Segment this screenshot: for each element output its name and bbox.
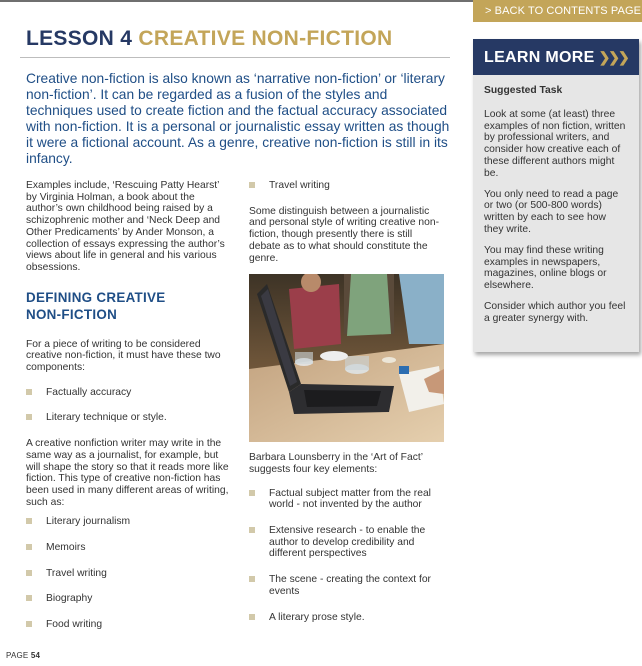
task-paragraph: Look at some (at least) three examples of non fiction, written by professional writers, and consider how creative each of these different authors might be. <box>484 108 626 179</box>
elements-list <box>249 488 445 624</box>
components-list <box>26 387 232 424</box>
lesson-number: LESSON 4 <box>26 27 133 50</box>
learn-more-title: LEARN MORE <box>484 49 595 66</box>
list-item: Memoirs <box>26 542 232 554</box>
list-item: Travel writing <box>26 568 232 580</box>
page-title <box>26 27 393 51</box>
list-item: Biography <box>26 593 232 605</box>
bullet-icon <box>26 595 32 601</box>
task-paragraph: You only need to read a page or two (or 500-800 words) written by each to see how they write. <box>484 188 619 235</box>
bullet-icon <box>26 518 32 524</box>
laptop-on-table-photo <box>249 274 444 442</box>
list-item: Literary journalism <box>26 516 232 528</box>
bullet-icon <box>249 527 255 533</box>
task-paragraph: Consider which author you feel a greater synergy with. <box>484 300 626 324</box>
list-item: Travel writing <box>249 180 445 192</box>
examples-paragraph: Examples include, ‘Rescuing Patty Hearst’ by Virginia Holman, a book about the author’s own childhood being raised by a schizophrenic mother and ‘Neck Deep and Other Predicaments’ by Ander Monson, a collection of essays expressing the author’s views about life in general and his various obsessions. <box>26 180 225 273</box>
suggested-task <box>473 75 639 325</box>
right-column <box>249 180 445 623</box>
bullet-icon <box>26 389 32 395</box>
section-heading: DEFINING CREATIVE NON-FICTION <box>26 289 166 322</box>
lesson-name: CREATIVE NON-FICTION <box>138 27 393 50</box>
task-paragraph: You may find these writing examples in newspapers, magazines, online blogs or elsewhere. <box>484 244 607 292</box>
bullet-icon <box>249 490 255 496</box>
learn-more-panel <box>473 39 639 352</box>
left-column <box>26 180 232 631</box>
suggested-task-title: Suggested Task <box>484 85 563 96</box>
lounsberry-paragraph: Barbara Lounsberry in the ‘Art of Fact’ suggests four key elements: <box>249 452 423 475</box>
page-number: PAGE 54 <box>6 651 41 660</box>
bullet-icon <box>26 570 32 576</box>
bullet-icon <box>249 182 255 188</box>
chevron-right-icon: ❯❯❯ <box>598 49 628 65</box>
list-item: Food writing <box>26 619 232 631</box>
components-intro: For a piece of writing to be considered creative non-fiction, it must have these two components: <box>26 338 221 374</box>
bullet-icon <box>249 614 255 620</box>
areas-list <box>26 516 232 631</box>
bullet-icon <box>249 576 255 582</box>
title-divider <box>20 57 450 58</box>
list-item: The scene - creating the context for events <box>249 574 445 597</box>
list-item: Factually accuracy <box>26 387 232 399</box>
back-to-contents-button[interactable]: > BACK TO CONTENTS PAGE <box>473 0 642 22</box>
list-item: A literary prose style. <box>249 612 445 624</box>
writer-paragraph: A creative nonfiction writer may write in the same way as a journalist, for example, but will shape the story so that it reads more like fiction. This type of creative non-fiction has been used in many different areas of writing, such as: <box>26 438 229 508</box>
learn-more-header[interactable] <box>473 39 639 75</box>
intro-paragraph: Creative non-fiction is also known as ‘narrative non-fiction’ or ‘literary non-fiction’. It can be regarded as a fusion of the styles and techniques used to create fiction and the factual accuracy associated with non-fiction. It is a personal or journalistic essay written as though it were a fictional account. As a genre, creative non-fiction is still in its infancy. <box>26 71 450 167</box>
bullet-icon <box>26 414 32 420</box>
list-item: Literary technique or style. <box>26 412 232 424</box>
distinguish-paragraph: Some distinguish between a journalistic and personal style of writing creative non-fiction, though presently there is still debate as to what should constitute the genre. <box>249 205 440 264</box>
list-item: Extensive research - to enable the author to develop credibility and different perspectives <box>249 525 445 560</box>
areas-list-continued <box>249 180 445 192</box>
list-item: Factual subject matter from the real world - not invented by the author <box>249 488 445 511</box>
bullet-icon <box>26 544 32 550</box>
bullet-icon <box>26 621 32 627</box>
